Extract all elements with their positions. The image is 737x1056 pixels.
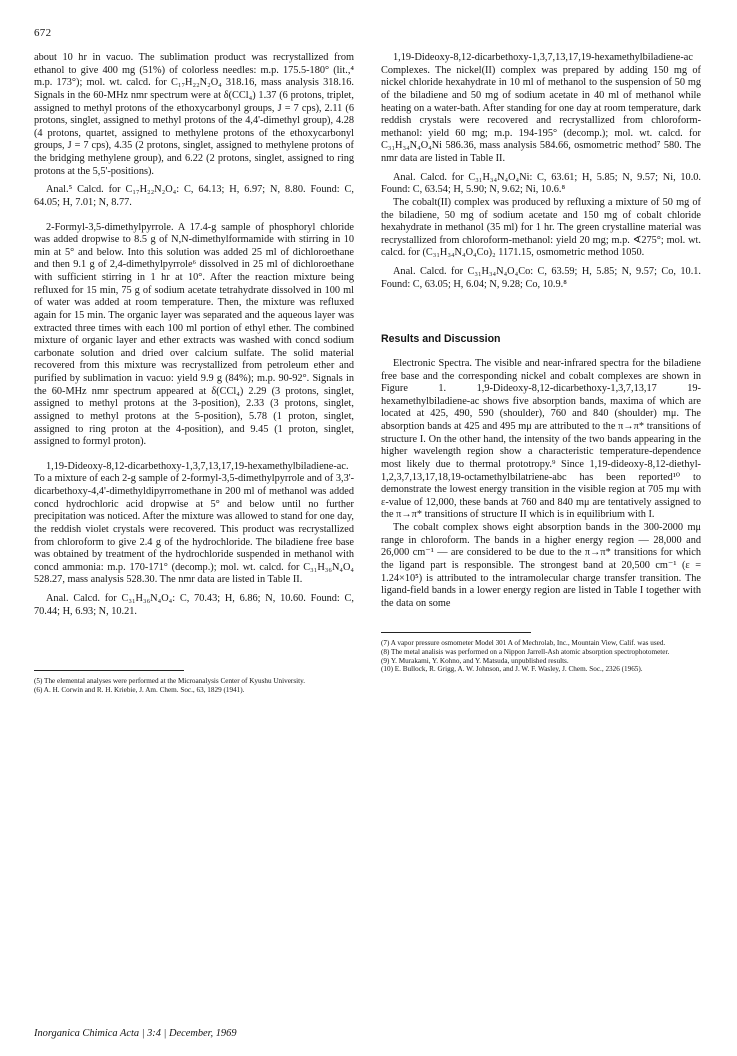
footnote-5: (5) The elemental analyses were performed at the Microanalysis Center of Kyushu University. bbox=[34, 677, 306, 686]
footnote-10: (10) E. Bullock, R. Grigg, A. W. Johnson, and J. W. F. Wasley, J. Chem. Soc., 2326 (1965). bbox=[381, 665, 643, 674]
paragraph-analysis-2: Anal. Calcd. for C₃₁H₃₆N₄O₄: C, 70.43; H, 6.86; N, 10.60. Found: C, 70.44; H, 6.93; N, 10.21. bbox=[34, 593, 354, 617]
footnote-rule bbox=[34, 670, 184, 671]
paragraph-nickel-analysis: Anal. Calcd. for C₃₁H₃₄N₄O₄Ni: C, 63.61; H, 5.85; N, 9.57; Ni, 10.0. Found: C, 63.54; H, 5.90; N, 9.62; Ni, 10.6.⁸ bbox=[381, 171, 701, 196]
footnote-9: (9) Y. Murakami, Y. Kohno, and Y. Matsuda, unpublished results. bbox=[381, 656, 569, 665]
footnote-7: (7) A vapor pressure osmometer Model 301 A of Mechrolab, Inc., Mountain View, Calif. was used. bbox=[381, 639, 666, 648]
section-heading-results: Results and Discussion bbox=[381, 333, 501, 346]
paragraph-formylpyrrole: 2-Formyl-3,5-dimethylpyrrole. A 17.4-g sample of phosphoryl chloride was added dropwise to 8.5 g of N,N-dimethylformamide with stirring in 10 min at 5° and below. Into this solution was added 25 ml of dichloroethane and then 9.1 g of 2,4-dimethylpyrrole⁶ dissolved in 25 ml of dichloroethane with sufficient stirring in 1 hr at 10°. After the reaction mixture being refluxed for 15 min, 75 g of sodium acetate tetrahydrate dissolved in 100 ml of water was added at room temperature. Then, the mixture was refluxed again for 15 min. The organic layer was separated and the aqueous layer was extracted three times with each 100 ml portion of ethyl ether. The combined mixture of organic layer and ether extracts was washed with concd sodium carbonate solution and dried over calcium sulfate. The solid material recovered from this mixture was recrystallized from petroleum ether and purified by sublimation in vacuo: yield 9.9 g (84%); m.p. 90-92°. Signals in the 60-MHz nmr spectrum appeared at δ(CCl₄) 2.29 (3 protons, singlet, assigned to methyl protons at the 3-position), 2.33 (3 protons, singlet, assigned to methyl protons at the 5-position), 5.78 (1 proton, singlet, assigned to ring proton at the 4-position), and 9.45 (1 proton, singlet, assigned to formyl proton). bbox=[34, 221, 354, 448]
paragraph-biladiene: 1,19-Dideoxy-8,12-dicarbethoxy-1,3,7,13,17,19-hexamethylbiladiene-ac. To a mixture of each 2-g sample of 2-formyl-3,5-dimethylpyrrole and of 3,3'-dicarbethoxy-4,4'-dimethyldipyrromethane in 200 ml of methanol was added concd hydrochloric acid dropwise at 5° and below until no further precipitation was noticed. After the mixture was allowed to stand for one day, the reddish violet crystals were recovered. This product was recrystallized from chloroform to give 2.4 g of the hydrochloride. The biladiene free base was obtained by treatment of the hydrochloride suspended in methanol with concd ammonia: m.p. 170-171° (decomp.); mol. wt. calcd. for C₃₁H₃₆N₄O₄ 528.27, mass analysis 528.30. The nmr data are listed in Table II. bbox=[34, 460, 354, 586]
journal-footer: Inorganica Chimica Acta | 3:4 | December, 1969 bbox=[34, 1028, 237, 1039]
paragraph-cobalt-complex: The cobalt(II) complex was produced by refluxing a mixture of 50 mg of the biladiene, 50 mg of sodium acetate and 150 mg of cobalt chloride hexahydrate in methanol (35 ml) for 1 hr. The green crystalline material was recrystallized from chloroform-methanol: yield 20 mg; m.p. ∢275°; mol. wt. calcd. for (C₃₁H₃₄N₄O₄Co)₂ 1171.15, osmometric method 1050. bbox=[381, 196, 701, 259]
footnote-8: (8) The metal analisis was performed on a Nippon Jarrell-Ash atomic absorption spectrophotometer. bbox=[381, 647, 670, 656]
right-column bbox=[381, 52, 701, 674]
paragraph-cobalt-analysis: Anal. Calcd. for C₃₁H₃₄N₄O₄Co: C, 63.59; H, 5.85; N, 9.57; Co, 10.1. Found: C, 63.05; H, 6.04; N, 9.28; Co, 10.9.⁸ bbox=[381, 266, 701, 290]
paragraph-complexes: 1,19-Dideoxy-8,12-dicarbethoxy-1,3,7,13,17,19-hexamethylbiladiene-ac Complexes. The nickel(II) complex was prepared by adding 150 mg of nickel chloride hexahydrate in 10 ml of methanol to the suspension of 50 mg of the biladiene and 50 mg of sodium acetate in 40 ml of methanol while heating on a water-bath. After standing for one day at room temperature, dark reddish crystals were recovered and recrystallized from chloroform-methanol: yield 60 mg; m.p. 194-195° (decomp.); mol. wt. calcd. for C₃₁H₃₄N₄O₄Ni 586.36, mass analysis 584.66, osmometric method⁷ 580. The nmr data are listed in Table II. bbox=[381, 52, 701, 164]
footnote-rule-right bbox=[381, 632, 531, 633]
footnote-6: (6) A. H. Corwin and R. H. Kriebie, J. Am. Chem. Soc., 63, 1829 (1941). bbox=[34, 685, 245, 694]
paragraph-cobalt-bands: The cobalt complex shows eight absorption bands in the 300-2000 mμ range in chloroform. The bands in a higher energy region — 28,000 and 26,000 cm⁻¹ — are considered to be due to the π→π* transitions for which the ligand part is responsible. The strongest band at 20,500 cm⁻¹ (ε = 1.24×10⁵) is attributed to the intramolecular charge transfer transition. The ligand-field bands in a lower energy region are listed in Table I together with the data on some bbox=[381, 522, 701, 609]
paragraph-electronic-spectra: Electronic Spectra. The visible and near-infrared spectra for the biladiene free base and the corresponding nickel and cobalt complexes are shown in Figure 1. 1,9-Dideoxy-8,12-dicarbethoxy-1,3,7,13,17 19-hexamethylbiladiene-ac shows five absorption bands, maxima of which are located at 425, 490, 590 (shoulder), 760 and 840 (shoulder) mμ. The absorption bands at 425 and 495 mμ are attributed to the π→π* transitions of structure I. On the other hand, the intensity of the two bands appearing in the higher wavelength region show a characteristic temperature-dependence most likely due to thermal prototropy.⁹ Since 1,19-dideoxy-8,12-diethyl-1,2,3,7,13,17,18,19-octamethylbilatriene-abc has been reported¹⁰ to demonstrate the lowest energy transition in the visible region at 705 mμ with ε-value of 12,000, these bands at 760 and 840 mμ are tentatively assigned to the π→π* transitions of structure II which is in equilibrium with I. bbox=[381, 357, 701, 521]
paragraph-sublimation: about 10 hr in vacuo. The sublimation product was recrystallized from ethanol to give 400 mg (51%) of colorless needles: m.p. 175.5-180° (lit.,⁴ m.p. 173°); mol. wt. calcd. for C₁₇H₂₂N₂O₄ 318.16, mass analysis 318.16. Signals in the 60-MHz nmr spectrum were at δ(CCl₄) 1.37 (6 protons, triplet, assigned to methyl protons of the ethoxycarbonyl groups, J = 7 cps), 2.11 (6 protons, singlet, assigned to methyl protons of the 4,4'-dimethyl group), 4.28 (4 protons, quartet, assigned to methylene protons of the ethoxycarbonyl groups, J = 7 cps), 4.35 (2 protons, singlet, assigned to methylene protons of the bridging methylene group), and 6.22 (2 protons, singlet, assigned to ring protons at the 5,5'-positions). bbox=[34, 52, 354, 177]
left-column bbox=[34, 52, 354, 694]
page-number: 672 bbox=[34, 27, 52, 39]
paragraph-analysis-1: Anal.⁵ Calcd. for C₁₇H₂₂N₂O₄: C, 64.13; H, 6.97; N, 8.80. Found: C, 64.05; H, 7.01; N, 8.77. bbox=[34, 184, 354, 208]
